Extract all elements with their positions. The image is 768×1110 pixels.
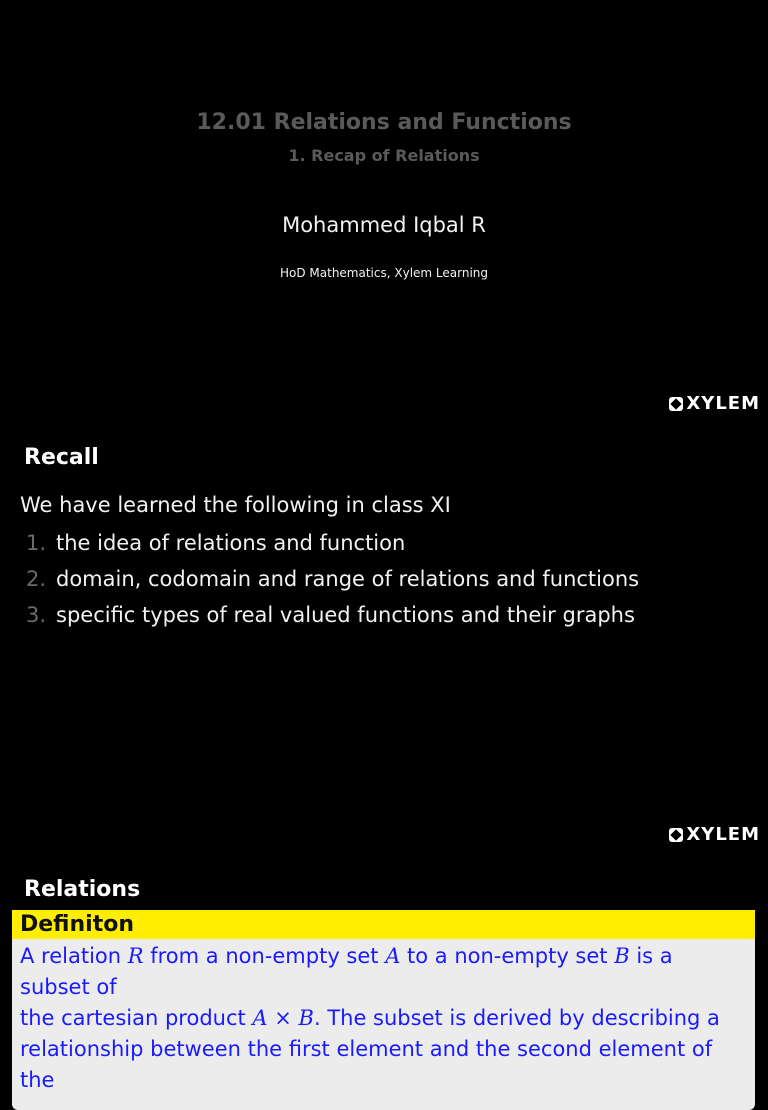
math-A: A <box>385 944 401 968</box>
recall-list <box>26 529 639 637</box>
xylem-logo-icon <box>669 828 683 842</box>
list-item-text: the idea of relations and function <box>56 531 406 555</box>
list-item-number: 1. <box>26 531 47 555</box>
presentation-title: 12.01 Relations and Functions <box>196 110 572 135</box>
recall-intro: We have learned the following in class XI <box>20 493 451 517</box>
definition-line-2: the cartesian product A × B. The subset is derived by describing a <box>20 1006 720 1030</box>
list-item <box>26 529 639 565</box>
list-item-text: specific types of real valued functions and their graphs <box>56 603 635 627</box>
definition-block-body <box>12 939 755 1096</box>
relations-slide <box>0 863 768 1092</box>
list-item-text: domain, codomain and range of relations and functions <box>56 567 640 591</box>
definition-block-title: Definiton <box>12 910 755 939</box>
list-item-number: 2. <box>26 567 47 591</box>
title-slide <box>0 0 768 431</box>
xylem-logo-icon <box>669 397 683 411</box>
author-name: Mohammed Iqbal R <box>282 213 486 237</box>
xylem-logo-text: XYLEM <box>686 824 760 845</box>
xylem-logo-text: XYLEM <box>686 393 760 414</box>
math-B: B <box>614 944 630 968</box>
definition-line-3: relationship between the first element and the second element of the <box>20 1037 713 1092</box>
list-item-number: 3. <box>26 603 47 627</box>
xylem-logo <box>669 824 760 845</box>
definition-line-1: A relation R from a non-empty set A to a non-empty set B is a subset of <box>20 944 673 999</box>
math-R: R <box>127 944 144 968</box>
recall-slide <box>0 431 768 863</box>
frame-title-relations: Relations <box>24 877 141 902</box>
definition-block <box>12 910 755 1110</box>
list-item <box>26 565 639 601</box>
frame-title-recall: Recall <box>24 445 99 470</box>
math-AxB: A × B <box>252 1006 314 1030</box>
author-institute: HoD Mathematics, Xylem Learning <box>279 266 489 280</box>
list-item <box>26 601 639 637</box>
xylem-logo <box>669 393 760 414</box>
presentation-subtitle: 1. Recap of Relations <box>288 146 480 165</box>
